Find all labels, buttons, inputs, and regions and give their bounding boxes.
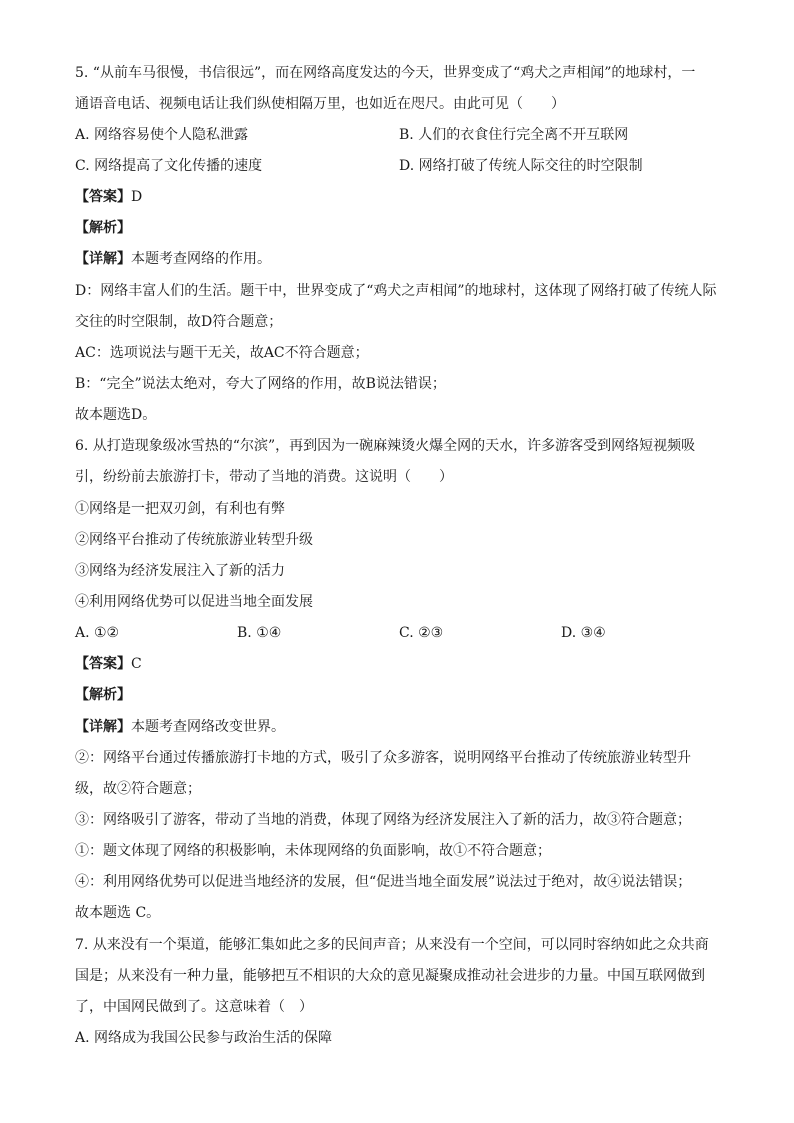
q5-stem-line-2: 通语音电话、视频电话让我们纵使相隔万里，也如近在咫尺。由此可见（ ） [75, 96, 565, 112]
q5-stem-line-1: 5. “从前车马很慢，书信很远”，而在网络高度发达的今天，世界变成了“鸡犬之声相闻”的地球村，一 [75, 65, 696, 81]
q5-detail-line-0 [75, 250, 271, 268]
q6-option-c: C. ②③ [399, 625, 444, 641]
q6-detail-line-5: ④：利用网络优势可以促进当地经济的发展，但“促进当地全面发展”说法过于绝对，故④说法错误； [75, 874, 692, 890]
q5-detail-tag: 【详解】 [75, 251, 131, 267]
q5-answer-value: D [131, 189, 143, 205]
q6-detail-line-6: 故本题选 C。 [75, 905, 161, 921]
q6-stem-line-1: 6. 从打造现象级冰雪热的“尔滨”，再到因为一碗麻辣烫火爆全网的天水，许多游客受到网络短视频吸 [75, 438, 696, 454]
q6-statement-4: ④利用网络优势可以促进当地全面发展 [75, 594, 313, 610]
q6-detail-line-2: 级，故②符合题意； [75, 781, 201, 797]
q5-detail-text: 本题考查网络的作用。 [131, 251, 271, 267]
q5-answer [75, 188, 142, 206]
q6-answer-value: C [131, 656, 142, 672]
q5-detail-line-1: D：网络丰富人们的生活。题干中，世界变成了“鸡犬之声相闻”的地球村，这体现了网络打破了传统人际 [75, 283, 717, 299]
q5-answer-tag: 【答案】 [75, 189, 131, 205]
q6-option-a: A. ①② [75, 625, 120, 641]
q7-stem-line-3: 了，中国网民做到了。这意味着（ ） [75, 999, 313, 1015]
q6-stem-line-2: 引，纷纷前去旅游打卡，带动了当地的消费。这说明（ ） [75, 469, 453, 485]
q7-stem-line-2: 国是；从来没有一种力量，能够把互不相识的大众的意见凝聚成推动社会进步的力量。中国互联网做到 [75, 968, 705, 984]
q6-detail-tag: 【详解】 [75, 719, 131, 735]
q5-option-d: D. 网络打破了传统人际交往的时空限制 [399, 158, 643, 174]
q6-detail-line-0 [75, 718, 285, 736]
q7-option-a: A. 网络成为我国公民参与政治生活的保障 [75, 1030, 333, 1046]
q5-detail-line-3: AC：选项说法与题干无关，故AC不符合题意； [75, 345, 369, 361]
q7-stem-line-1: 7. 从来没有一个渠道，能够汇集如此之多的民间声音；从来没有一个空间，可以同时容纳如此之众共商 [75, 937, 709, 953]
q5-detail-line-2: 交往的时空限制，故D符合题意； [75, 314, 283, 330]
q5-option-c: C. 网络提高了文化传播的速度 [75, 158, 263, 174]
q6-detail-text: 本题考查网络改变世界。 [131, 719, 285, 735]
q6-answer-tag: 【答案】 [75, 656, 131, 672]
q5-analysis-tag: 【解析】 [75, 220, 131, 236]
q5-option-a: A. 网络容易使个人隐私泄露 [75, 127, 249, 143]
q6-statement-3: ③网络为经济发展注入了新的活力 [75, 563, 285, 579]
q6-detail-line-1: ②：网络平台通过传播旅游打卡地的方式，吸引了众多游客，说明网络平台推动了传统旅游业转型升 [75, 750, 691, 766]
q6-detail-line-4: ①：题文体现了网络的积极影响，未体现网络的负面影响，故①不符合题意； [75, 843, 551, 859]
q5-option-b: B. 人们的衣食住行完全离不开互联网 [399, 127, 629, 143]
q6-option-b: B. ①④ [237, 625, 282, 641]
q6-statement-1: ①网络是一把双刃剑，有利也有弊 [75, 501, 285, 517]
q6-analysis-tag: 【解析】 [75, 687, 131, 703]
q5-detail-line-4: B：“完全”说法太绝对，夸大了网络的作用，故B说法错误； [75, 376, 446, 392]
q6-detail-line-3: ③：网络吸引了游客，带动了当地的消费，体现了网络为经济发展注入了新的活力，故③符合题意； [75, 812, 691, 828]
q6-option-d: D. ③④ [561, 625, 606, 641]
q5-detail-line-5: 故本题选D。 [75, 407, 157, 423]
q6-statement-2: ②网络平台推动了传统旅游业转型升级 [75, 532, 313, 548]
q6-answer [75, 655, 142, 673]
